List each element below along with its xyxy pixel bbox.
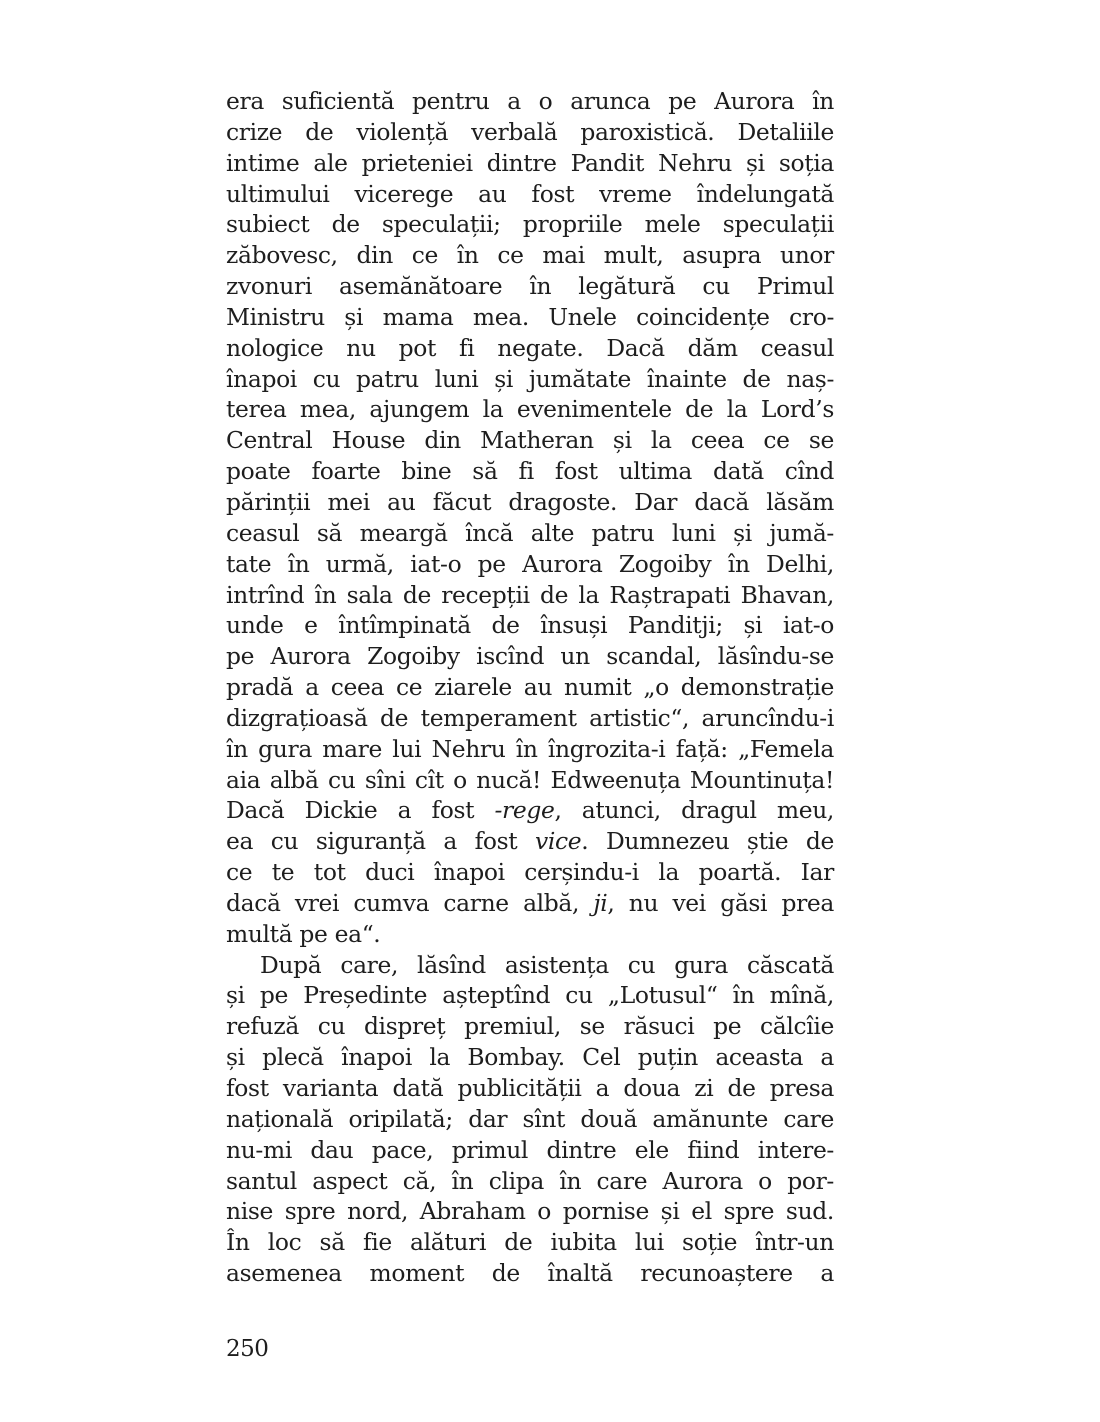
text-line: zvonuri asemănătoare în legătură cu Primul: [226, 272, 834, 301]
text-line: refuză cu dispreț premiul, se răsuci pe călcîie: [226, 1012, 834, 1041]
text-line: multă pe ea“.: [226, 919, 381, 948]
text-line: în gura mare lui Nehru în îngrozita-i față: „Femela: [226, 734, 834, 763]
text-line: era suficientă pentru a o arunca pe Aurora în: [226, 87, 834, 115]
text-line: dizgrațioasă de temperament artistic“, aruncîndu-i: [226, 703, 834, 732]
text-line: înapoi cu patru luni și jumătate înainte de naș-: [226, 364, 834, 393]
text-line: Dacă Dickie a fost -rege, atunci, dragul meu,: [226, 796, 834, 825]
text-line: ceasul să meargă încă alte patru luni și jumă-: [226, 518, 834, 547]
text-line: pradă a ceea ce ziarele au numit „o demonstrație: [226, 673, 834, 702]
text-line: nu-mi dau pace, primul dintre ele fiind intere-: [226, 1135, 834, 1164]
text-line: părinții mei au făcut dragoste. Dar dacă lăsăm: [226, 487, 834, 516]
italic-word: -rege: [494, 796, 555, 825]
text-line: fost varianta dată publicității a doua zi de presa: [226, 1074, 834, 1102]
text-line: ultimului vicerege au fost vreme îndelungată: [226, 179, 834, 208]
text-line: unde e întîmpinată de însuși Panditji; și iat-o: [226, 611, 834, 640]
text-line: intime ale prieteniei dintre Pandit Nehru și soția: [226, 148, 834, 177]
text-line: intrînd în sala de recepții de la Raștrapati Bhavan,: [226, 580, 834, 609]
text-line: zăbovesc, din ce în ce mai mult, asupra unor: [226, 241, 834, 270]
text-line: După care, lăsînd asistența cu gura căscată: [260, 950, 834, 979]
text-line: tate în urmă, iat-o pe Aurora Zogoiby în Delhi,: [226, 549, 834, 578]
text-line: crize de violență verbală paroxistică. Detaliile: [226, 117, 834, 146]
text-line: ce te tot duci înapoi cerșindu-i la poartă. Iar: [226, 858, 834, 887]
text-line: aia albă cu sîni cît o nucă! Edweenuța Mountinuța!: [226, 765, 834, 794]
text-line: nise spre nord, Abraham o pornise și el spre sud.: [226, 1197, 834, 1226]
text-line: pe Aurora Zogoiby iscînd un scandal, lăsîndu-se: [226, 642, 834, 671]
text-line: Central House din Matheran și la ceea ce se: [226, 426, 834, 455]
text-line: dacă vrei cumva carne albă, ji, nu vei găsi prea: [226, 888, 834, 917]
italic-word: vice: [534, 827, 582, 856]
text-line: asemenea moment de înaltă recunoaștere a: [226, 1259, 834, 1288]
body-text: [226, 86, 834, 1289]
text-line: În loc să fie alături de iubita lui soție într-un: [226, 1228, 834, 1257]
text-line: poate foarte bine să fi fost ultima dată cînd: [226, 457, 834, 486]
text-line: ea cu siguranță a fost vice. Dumnezeu știe de: [226, 827, 835, 856]
text-line: nologice nu pot fi negate. Dacă dăm ceasul: [226, 333, 834, 362]
text-line: și pe Președinte așteptînd cu „Lotusul“ în mînă,: [226, 981, 834, 1010]
page-number: 250: [226, 1336, 269, 1362]
italic-word: ji: [593, 888, 608, 917]
text-line: santul aspect că, în clipa în care Aurora o por-: [226, 1166, 834, 1195]
text-line: subiect de speculații; propriile mele speculații: [226, 210, 834, 239]
text-line: și plecă înapoi la Bombay. Cel puțin aceasta a: [226, 1043, 834, 1072]
text-line: națională oripilată; dar sînt două amănunte care: [226, 1104, 834, 1133]
text-line: terea mea, ajungem la evenimentele de la Lord’s: [226, 395, 834, 424]
text-line: Ministru și mama mea. Unele coincidențe cro-: [226, 302, 834, 331]
